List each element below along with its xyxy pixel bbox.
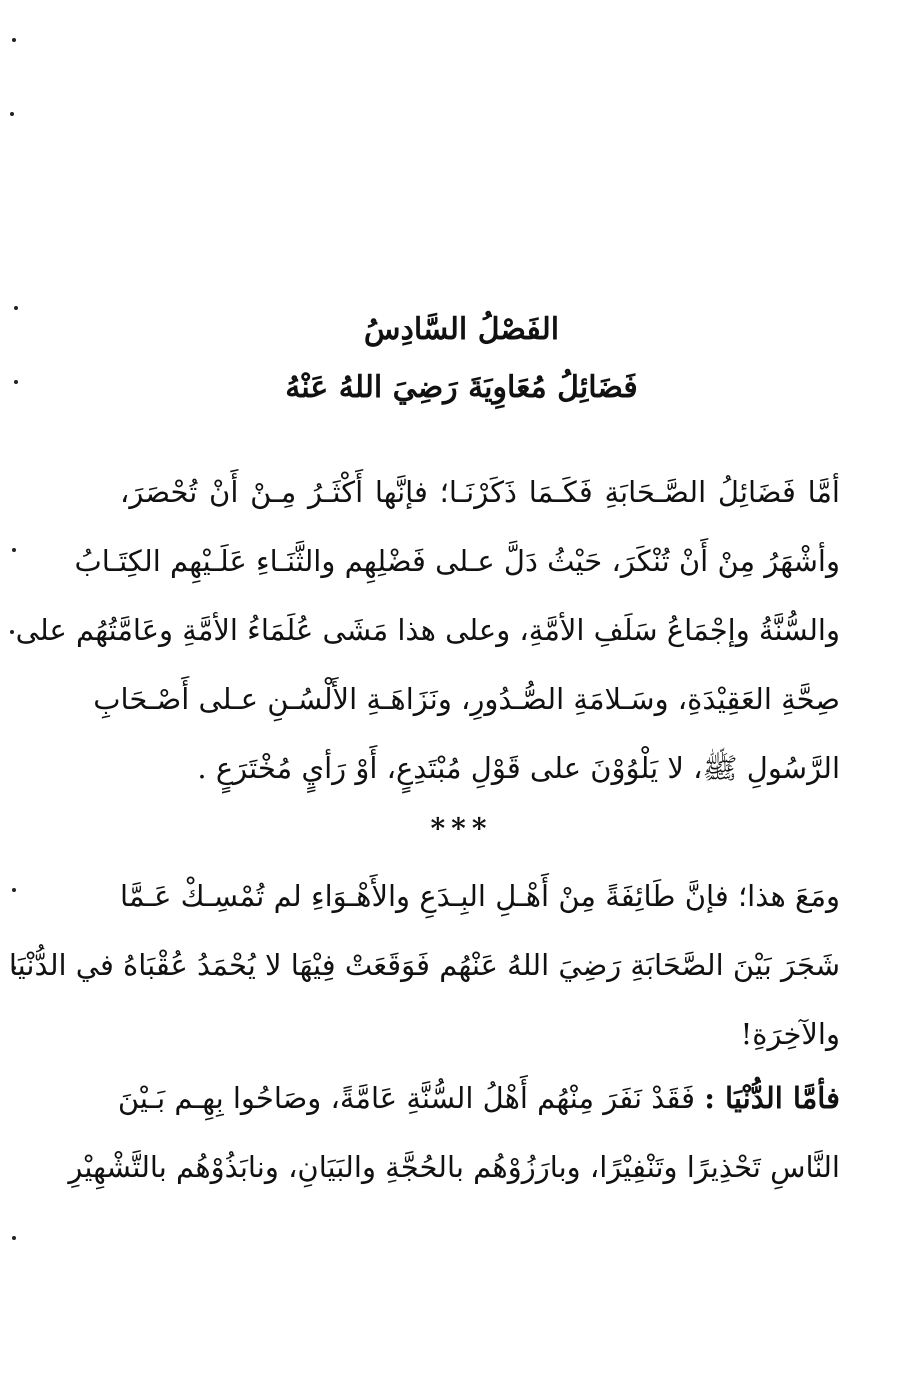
text-line: وأشْهَرُ مِنْ أَنْ تُنْكَرَ، حَيْثُ دَلَّ عـلى فَضْلِهِم والثَّنَـاءِ عَلَـيْهِم الكِتَـابُ [74,544,840,578]
text-line: والسُّنَّةُ وإجْمَاعُ سَلَفِ الأمَّةِ، وعلى هذا مَشَى عُلَمَاءُ الأمَّةِ وعَامَّتُهُم على [15,613,840,647]
chapter-number: الفَصْلُ السَّادِسُ [363,312,560,347]
scan-speck [12,888,16,892]
scan-speck [12,1236,16,1240]
paragraph-lead: فأمَّا الدُّنْيَا : [704,1081,840,1115]
paragraph-1 [15,458,840,803]
scan-speck [12,548,16,552]
paragraph-text: فَقَدْ نَفَرَ مِنْهُم أَهْلُ السُّنَّةِ عَامَّةً، وصَاحُوا بِهِـم بَـيْنَ [117,1081,696,1115]
text-line: شَجَرَ بَيْنَ الصَّحَابَةِ رَضِيَ اللهُ عَنْهُم فَوَقَعَتْ فِيْهَا لا يُحْمَدُ عُقْبَاهُ في الدُّنْيَا [8,948,840,982]
text-line [117,1064,840,1133]
scan-speck [10,630,14,634]
text-line: أمَّا فَضَائِلُ الصَّـحَابَةِ فَكَـمَا ذَكَرْنَـا؛ فإنَّها أَكْثَـرُ مِـنْ أَنْ تُحْصَرَ، [120,475,840,509]
paragraph-3 [68,1064,840,1202]
text-line: ومَعَ هذا؛ فإنَّ طَائِفَةً مِنْ أَهْـلِ البِـدَعِ والأَهْـوَاءِ لم تُمْسِـكْ عَـمَّا [120,879,840,913]
paragraph-2 [8,862,840,1069]
chapter-title: فَضَائِلُ مُعَاوِيَةَ رَضِيَ اللهُ عَنْهُ [285,370,638,405]
section-separator: *** [430,812,493,845]
scan-speck [10,112,14,116]
scan-speck [12,38,16,42]
text-line: الرَّسُولِ ﷺ، لا يَلْوُوْنَ على قَوْلِ مُبْتَدِعٍ، أَوْ رَأيٍ مُخْتَرَعٍ . [197,751,840,785]
text-line: صِحَّةِ العَقِيْدَةِ، وسَـلامَةِ الصُّـدُورِ، ونَزَاهَـةِ الأَلْسُـنِ عـلى أَصْـحَابِ [93,682,840,716]
text-line: النَّاسِ تَحْذِيرًا وتَنْفِيْرًا، وبارَزُوْهُم بالحُجَّةِ والبَيَانِ، ونابَذُوْهُم بالتَّشْهِيْرِ [68,1150,840,1184]
text-line: والآخِرَةِ! [740,1017,840,1051]
